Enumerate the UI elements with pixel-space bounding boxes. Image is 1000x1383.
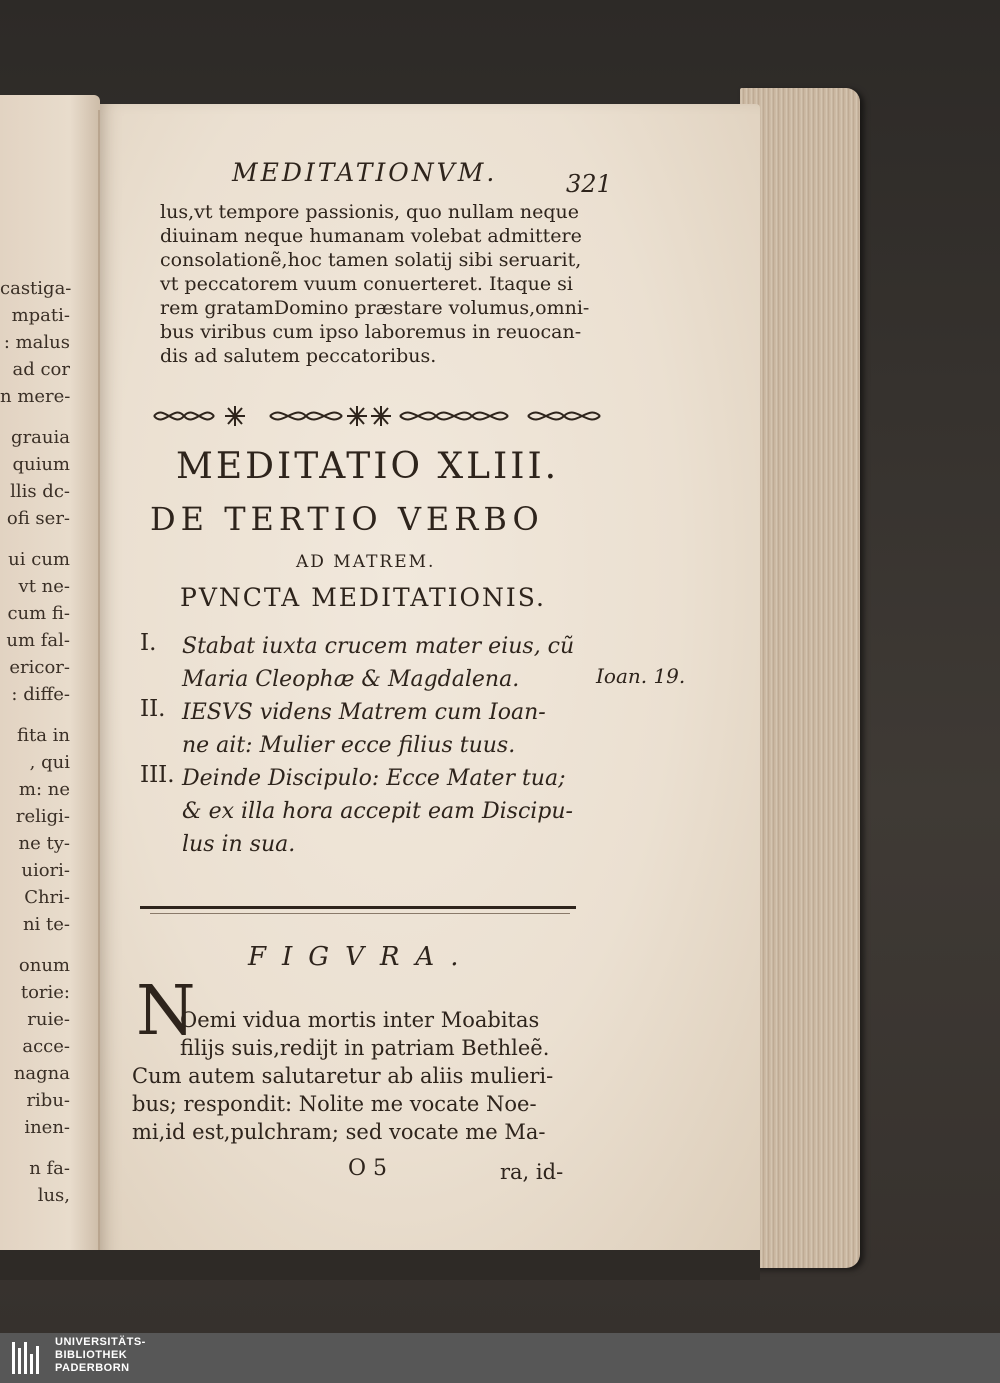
left-page-line (0, 410, 70, 424)
figura-line: filijs suis,redijt in patriam Bethleẽ. (180, 1036, 550, 1060)
margin-note: Ioan. 19. (596, 664, 686, 688)
left-page-line: ne ty- (18, 833, 70, 854)
left-page-line: nagna (13, 1063, 70, 1084)
body-line: vt peccatorem vuum conuerteret. Itaque si (160, 273, 573, 295)
left-page-line: ui cum (8, 549, 70, 570)
institution-line: UNIVERSITÄTS- (55, 1336, 146, 1348)
left-page-line: n fa- (29, 1158, 70, 1179)
body-line: dis ad salutem peccatoribus. (160, 345, 437, 367)
left-page-line: cum fi- (7, 603, 70, 624)
left-page-line: ad cor (12, 359, 70, 380)
left-page-line: ni te- (22, 914, 70, 935)
left-page-line: : diffe- (11, 684, 70, 705)
left-page-line: castiga- (0, 278, 72, 299)
footer-bar (0, 1333, 1000, 1383)
points-list (140, 630, 610, 861)
figura-line: mi,id est,pulchram; sed vocate me Ma- (132, 1120, 546, 1144)
figura-heading: FIGVRA. (248, 942, 475, 972)
left-page-line: um fal- (6, 630, 70, 651)
body-line: lus,vt tempore passionis, quo nullam neque (160, 201, 580, 223)
body-line: rem gratamDomino præstare volumus,omni- (160, 297, 590, 319)
left-page-line: torie: (20, 982, 70, 1003)
point-line: lus in sua. (182, 832, 296, 857)
library-logo-icon (10, 1338, 50, 1378)
point-item (140, 696, 610, 762)
body-line: diuinam neque humanam volebat admittere (160, 225, 582, 247)
left-page-line (0, 708, 70, 722)
left-page-line (0, 938, 70, 952)
running-head: MEDITATIONVM. (232, 158, 498, 187)
point-number: I. (140, 630, 157, 656)
left-page-line: acce- (22, 1036, 70, 1057)
body-line: consolationẽ,hoc tamen solatij sibi seruarit, (160, 249, 582, 271)
left-page-line: fita in (16, 725, 70, 746)
left-page-line: n mere- (0, 386, 71, 407)
left-page-line: llis dc- (10, 481, 70, 502)
left-page-line: ruie- (27, 1009, 70, 1030)
left-page-text (0, 275, 70, 1209)
point-item (140, 630, 610, 696)
left-page-line: , qui (29, 752, 70, 773)
catchword: ra, id- (500, 1160, 564, 1184)
left-page-line: mpati- (11, 305, 70, 326)
subject-subtitle: AD MATREM. (296, 552, 436, 572)
left-page-line: uiori- (21, 860, 70, 881)
point-line: & ex illa hora accepit eam Discipu- (182, 799, 573, 824)
left-page (0, 95, 100, 1255)
point-line: Maria Cleophæ & Magdalena. (182, 667, 520, 692)
body-text (160, 200, 615, 368)
subject-title: DE TERTIO VERBO (150, 500, 544, 538)
ornament-band (152, 402, 602, 430)
left-page-line (0, 532, 70, 546)
left-page-line: lus, (37, 1185, 70, 1206)
divider-rule (140, 906, 576, 909)
left-page-line: ericor- (9, 657, 70, 678)
left-page-line: ribu- (26, 1090, 70, 1111)
left-page-line: religi- (15, 806, 70, 827)
left-page-line: ofi ser- (6, 508, 70, 529)
divider-rule-thin (150, 913, 570, 914)
body-line: bus viribus cum ipso laboremus in reuocan- (160, 321, 582, 343)
institution-line: BIBLIOTHEK (55, 1349, 128, 1361)
figura-line: Cum autem salutaretur ab aliis mulieri- (132, 1064, 554, 1088)
drop-cap: N (136, 972, 196, 1051)
points-heading: PVNCTA MEDITATIONIS. (180, 583, 546, 612)
left-page-line: : malus (3, 332, 70, 353)
page-number: 321 (566, 170, 612, 198)
book-bottom-shadow (0, 1250, 760, 1280)
left-page-line: grauia (11, 427, 70, 448)
left-page-line (0, 1141, 70, 1155)
figura-text (132, 1006, 572, 1146)
left-page-line: vt ne- (18, 576, 70, 597)
figura-line: bus; respondit: Nolite me vocate Noe- (132, 1092, 537, 1116)
figura-line: Oemi vidua mortis inter Moabitas (180, 1008, 540, 1032)
institution-name (55, 1336, 146, 1375)
signature-mark: O 5 (348, 1156, 388, 1181)
point-line: IESVS videns Matrem cum Ioan- (182, 700, 546, 725)
point-line: Stabat iuxta crucem mater eius, cũ (182, 634, 575, 659)
left-page-line: Chri- (24, 887, 70, 908)
point-number: II. (140, 696, 166, 722)
institution-line: PADERBORN (55, 1362, 130, 1374)
point-line: ne ait: Mulier ecce filius tuus. (182, 733, 516, 758)
point-item (140, 762, 610, 861)
left-page-line: onum (18, 955, 70, 976)
point-line: Deinde Discipulo: Ecce Mater tua; (182, 766, 566, 791)
point-number: III. (140, 762, 175, 788)
left-page-line: inen- (24, 1117, 70, 1138)
left-page-line: quium (12, 454, 70, 475)
meditation-title: MEDITATIO XLIII. (176, 446, 560, 487)
left-page-line: m: ne (18, 779, 70, 800)
